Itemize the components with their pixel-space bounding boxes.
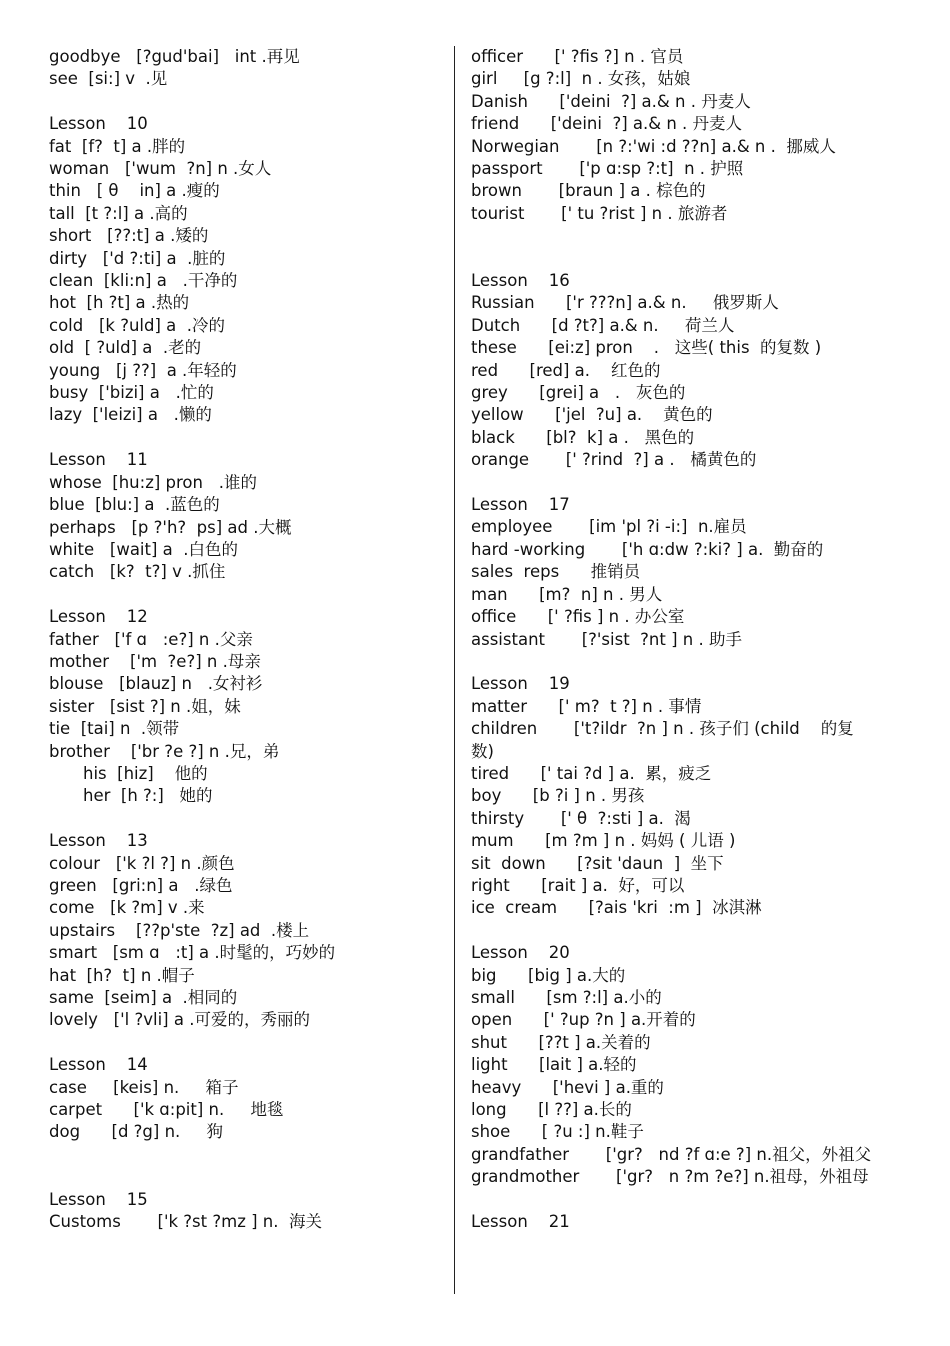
vocab-entry: heavy ['hevi ] a.重的 [471, 1077, 664, 1097]
blank-line [49, 91, 444, 113]
lesson-heading: Lesson 13 [49, 831, 148, 851]
vocab-entry: tourist [' tu ?rist ] n . 旅游者 [471, 203, 728, 223]
vocab-entry: grandfather ['gr? nd ?f ɑ:e ?] n.祖父，外祖父 [471, 1144, 872, 1164]
vocab-entry: Norwegian [n ?:'wi :d ??n] a.& n . 挪威人 [471, 136, 836, 156]
vocab-entry: open [' ?up ?n ] a.开着的 [471, 1010, 696, 1030]
vocab-entry: black [bl? k] a . 黑色的 [471, 427, 695, 447]
vocab-entry: upstairs [??p'ste ?z] ad .楼上 [49, 920, 310, 940]
blank-line [471, 248, 871, 270]
blank-line [471, 472, 871, 494]
lesson-heading: Lesson 19 [471, 674, 570, 694]
vocab-entry: his [hiz] 他的 [83, 763, 208, 783]
vocab-entry: yellow ['jel ?u] a. 黄色的 [471, 405, 713, 425]
vocab-entry: hat [h? t] n .帽子 [49, 965, 195, 985]
vocab-entry: girl [g ?:l] n . 女孩，姑娘 [471, 69, 691, 89]
vocab-entry: matter [' m? t ?] n . 事情 [471, 696, 702, 716]
blank-line [49, 1032, 444, 1054]
vocab-entry: thirsty [' θ ?:sti ] a. 渴 [471, 808, 691, 828]
vocab-entry: shut [??t ] a.关着的 [471, 1032, 651, 1052]
vocab-entry: carpet ['k ɑ:pit] n. 地毯 [49, 1100, 284, 1120]
vocab-entry: mother ['m ?e?] n .母亲 [49, 651, 261, 671]
vocab-entry: young [j ??] a .年轻的 [49, 360, 237, 380]
blank-line [471, 1189, 871, 1211]
vocab-entry: hot [h ?t] a .热的 [49, 293, 190, 313]
vocab-entry: boy [b ?i ] n . 男孩 [471, 786, 645, 806]
vocab-entry: green [gri:n] a .绿色 [49, 875, 233, 895]
vocab-entry: small [sm ?:l] a.小的 [471, 987, 662, 1007]
blank-line [49, 808, 444, 830]
blank-line [49, 1144, 444, 1166]
vocab-entry: grandmother ['gr? n ?m ?e?] n.祖母，外祖母 [471, 1167, 869, 1187]
column-divider [454, 46, 455, 1294]
vocab-entry: see [si:] v .见 [49, 69, 168, 89]
vocab-entry: father ['f ɑ :e?] n .父亲 [49, 629, 253, 649]
vocab-entry: Customs ['k ?st ?mz ] n. 海关 [49, 1212, 322, 1232]
vocab-entry: right [rait ] a. 好，可以 [471, 875, 685, 895]
left-column [49, 46, 444, 1233]
vocab-entry: colour ['k ?l ?] n .颜色 [49, 853, 235, 873]
vocab-entry: whose [hu:z] pron .谁的 [49, 472, 257, 492]
vocab-entry: passport ['p ɑ:sp ?:t] n . 护照 [471, 159, 744, 179]
vocab-entry: catch [k? t?] v .抓住 [49, 562, 226, 582]
vocab-entry: Dutch [d ?t?] a.& n. 荷兰人 [471, 315, 735, 335]
vocab-entry: case [keis] n. 箱子 [49, 1077, 239, 1097]
vocab-entry: officer [' ?fis ?] n . 官员 [471, 47, 684, 66]
lesson-heading: Lesson 10 [49, 114, 148, 134]
lesson-heading: Lesson 20 [471, 943, 570, 963]
lesson-heading: Lesson 15 [49, 1189, 148, 1209]
blank-line [49, 584, 444, 606]
vocab-entry: old [ ?uld] a .老的 [49, 338, 202, 358]
vocab-entry: white [wait] a .白色的 [49, 539, 239, 559]
lesson-heading: Lesson 12 [49, 607, 148, 627]
lesson-heading: Lesson 21 [471, 1212, 570, 1232]
vocab-entry: busy ['bizi] a .忙的 [49, 383, 214, 403]
vocab-entry: orange [' ?rind ?] a . 橘黄色的 [471, 450, 757, 470]
vocab-entry: perhaps [p ?'h? ps] ad .大概 [49, 517, 292, 537]
lesson-heading: Lesson 17 [471, 495, 570, 515]
vocab-entry: tall [t ?:l] a .高的 [49, 203, 188, 223]
blank-line [471, 920, 871, 942]
vocab-entry: sales reps 推销员 [471, 562, 641, 582]
vocab-entry: hard -working ['h ɑ:dw ?:ki? ] a. 勤奋的 [471, 539, 824, 559]
vocab-entry: dirty ['d ?:ti] a .脏的 [49, 248, 226, 268]
vocab-entry: grey [grei] a . 灰色的 [471, 383, 686, 403]
vocab-entry: office [' ?fis ] n . 办公室 [471, 607, 685, 627]
vocab-entry: dog [d ?g] n. 狗 [49, 1122, 224, 1142]
vocab-entry: blue [blu:] a .蓝色的 [49, 495, 220, 515]
right-column [471, 46, 871, 1233]
blank-line [49, 1166, 444, 1188]
vocab-entry: shoe [ ?u :] n.鞋子 [471, 1122, 644, 1142]
blank-line [471, 651, 871, 673]
lesson-heading: Lesson 11 [49, 450, 148, 470]
vocab-entry: children ['t?ildr ?n ] n . 孩子们 (child 的复数) [471, 719, 854, 761]
vocab-entry: light [lait ] a.轻的 [471, 1055, 637, 1075]
vocab-entry: tired [' tai ?d ] a. 累，疲乏 [471, 763, 712, 783]
vocab-entry: these [ei:z] pron . 这些( this 的复数 ) [471, 338, 822, 358]
vocab-entry: mum [m ?m ] n . 妈妈 ( 儿语 ) [471, 831, 736, 851]
vocab-entry: cold [k ?uld] a .冷的 [49, 315, 225, 335]
vocab-entry: lovely ['l ?vli] a .可爱的，秀丽的 [49, 1010, 310, 1030]
vocab-entry: same [seim] a .相同的 [49, 988, 238, 1007]
vocab-entry: sister [sist ?] n .姐，妹 [49, 696, 241, 716]
vocab-entry: brother ['br ?e ?] n .兄，弟 [49, 741, 280, 761]
vocab-entry: thin [ θ in] a .瘦的 [49, 181, 220, 201]
vocab-entry: big [big ] a.大的 [471, 965, 626, 985]
vocab-entry: man [m? n] n . 男人 [471, 584, 663, 604]
vocab-entry: ice cream [?ais 'kri :m ] 冰淇淋 [471, 898, 762, 918]
vocab-entry: fat [f? t] a .胖的 [49, 136, 186, 156]
vocab-entry: long [l ??] a.长的 [471, 1100, 632, 1120]
blank-line [49, 427, 444, 449]
vocab-entry: Danish ['deini ?] a.& n . 丹麦人 [471, 91, 751, 111]
vocab-entry: employee [im 'pl ?i -i:] n.雇员 [471, 517, 747, 537]
blank-line [471, 225, 871, 247]
vocab-entry: smart [sm ɑ :t] a .时髦的，巧妙的 [49, 943, 336, 963]
lesson-heading: Lesson 16 [471, 271, 570, 291]
vocab-entry: tie [tai] n .领带 [49, 719, 180, 739]
lesson-heading: Lesson 14 [49, 1055, 148, 1075]
vocab-entry: Russian ['r ???n] a.& n. 俄罗斯人 [471, 293, 779, 313]
vocab-entry: assistant [?'sist ?nt ] n . 助手 [471, 629, 742, 649]
vocab-entry: short [??:t] a .矮的 [49, 226, 209, 246]
vocab-entry: lazy ['leizi] a .懒的 [49, 405, 212, 425]
vocab-entry: woman ['wum ?n] n .女人 [49, 159, 272, 179]
vocab-entry: brown [braun ] a . 棕色的 [471, 181, 706, 201]
vocab-entry: clean [kli:n] a .干净的 [49, 271, 238, 291]
vocab-entry: blouse [blauz] n .女衬衫 [49, 674, 263, 694]
vocab-entry: sit down [?sit 'daun ] 坐下 [471, 853, 724, 873]
vocab-entry: come [k ?m] v .来 [49, 898, 205, 918]
vocab-entry: her [h ?:] 她的 [83, 786, 213, 806]
vocab-entry: friend ['deini ?] a.& n . 丹麦人 [471, 114, 743, 134]
vocab-entry: red [red] a. 红色的 [471, 360, 661, 380]
vocab-entry: goodbye [?gud'bai] int .再见 [49, 47, 300, 66]
